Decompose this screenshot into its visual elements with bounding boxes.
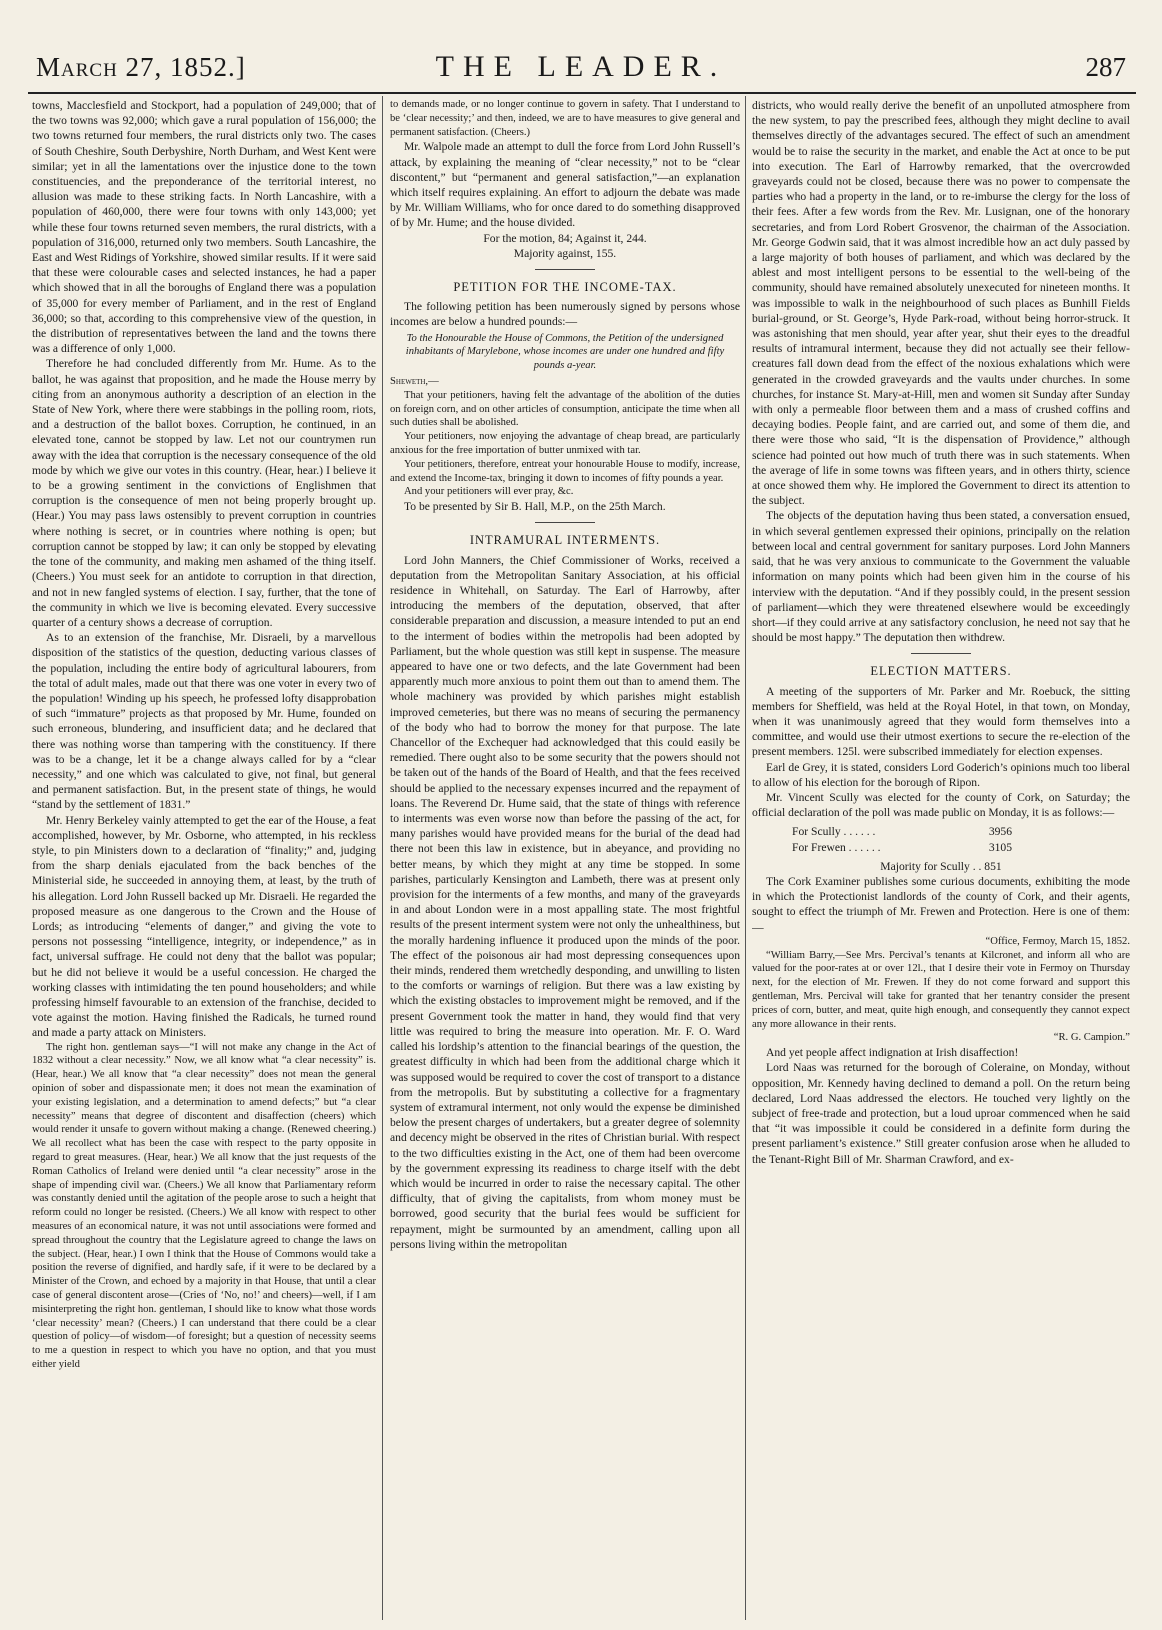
letter-date: “Office, Fermoy, March 15, 1852. [985, 935, 1130, 947]
paragraph: Lord Naas was returned for the borough of Coleraine, on Monday, without opposition, Mr. Kennedy having declined to demand a poll. On the return being declared, Lord Naas addressed the electors. He touched very lightly on the subject of free-trade and protection, but a loud uproar commenced when he said that “it was impossible it could be considered in a definite form during the present parliament’s existence.” Still greater confusion arose when he alluded to the Tenant-Right Bill of Mr. Sharman Crawford, and ex- [752, 1061, 1130, 1166]
column-rule [745, 96, 746, 1620]
paragraph: And yet people affect indignation at Irish disaffection! [766, 1046, 1019, 1060]
paragraph: Mr. Henry Berkeley vainly attempted to get the ear of the House, a feat accomplished, however, by Mr. Osborne, who attempted, in his reckless style, to pin Ministers down to a declaration of “finality;” and, judging from the sharp denials ejaculated from the back benches of the Ministerial side, he succeeded in annoying them, at least, by the truth of his allegation. Lord John Russell backed up Mr. Disraeli. He regarded the proposed measure as one dangerous to the Crown and the House of Lords; as introducing “elements of danger,” and giving the vote to persons not possessing “intelligence, integrity, or independence,” as in fact, universal suffrage. He could not deny that the ballot was popular; but he did not believe it would be a useful concession. He charged the working classes with intimidating the ten pound householders; and while professing himself favourable to an extension of the franchise, decided to vote against the motion. Having finished the Radicals, he turned round and made a party attack on Ministers. [32, 813, 376, 1040]
poll-majority: Majority for Scully . . 851 [880, 859, 1002, 873]
section-rule [911, 653, 971, 654]
poll-candidate: For Frewen . . . . . . [792, 840, 881, 854]
speech-quote-continued: to demands made, or no longer continue to govern in safety. That I understand to be ‘clear necessity;’ and then, indeed, we are to have measures to give general and permanent satisfaction. (Cheers.) [390, 99, 740, 138]
letter-signature: “R. G. Campion.” [1053, 1032, 1130, 1044]
column-3 [752, 98, 1130, 1618]
petition-sheweth: Sheweth,— [390, 376, 439, 388]
interments-heading: INTRAMURAL INTERMENTS. [469, 533, 661, 548]
column-1 [32, 98, 376, 1618]
paragraph: The objects of the deputation having thus been stated, a conversation ensued, in which several gentlemen expressed their opinions, principally on the relation between local and central government for sanitary purposes. Lord John Manners said, that he was very anxious to communicate to the Government the valuable information on many points which had been given him in the course of his interview with the deputation. “And if they possibly could, in the present session of parliament—which they were threatened elsewhere would be exceedingly short—if they could arrive at any satisfactory conclusion, he need not say that he should be most happy.” The deputation then withdrew. [752, 509, 1130, 645]
column-rule [382, 96, 383, 1620]
election-heading: ELECTION MATTERS. [870, 664, 1012, 679]
paragraph: Mr. Walpole made an attempt to dull the force from Lord John Russell’s attack, by explaining the meaning of “clear necessity,” not to be “clear discontent,” but “permanent and general satisfaction,”—an explanation which itself requires explaining. An effort to adjourn the debate was made by Mr. William Williams, who for once dared to do something disapproved of by Mr. Hume; and the house divided. [390, 140, 740, 230]
poll-votes: 3956 [988, 825, 1012, 839]
column-2 [390, 98, 740, 1618]
petition-paragraph: Your petitioners, now enjoying the advantage of cheap bread, are particularly anxious for the free importation of butter unmixed with tar. [390, 431, 740, 456]
section-rule [535, 269, 595, 270]
page-number: 287 [1085, 52, 1126, 82]
section-rule [535, 522, 595, 523]
poll-table [792, 824, 1130, 854]
masthead-rule [28, 92, 1136, 94]
division-result: For the motion, 84; Against it, 244. [483, 231, 647, 245]
paragraph: To be presented by Sir B. Hall, M.P., on the 25th March. [404, 500, 666, 514]
petition-paragraph: That your petitioners, having felt the advantage of the abolition of the duties on foreign corn, and on other articles of consumption, anticipate the time when all such duties shall be abolished. [390, 389, 740, 429]
speech-quote: The right hon. gentleman says—“I will not make any change in the Act of 1832 without a clear necessity.” Now, we all know what “a clear necessity” is. (Hear, hear.) We all know that “a clear necessity” does not mean the general opinion of sober and dispassionate men; it does not mean the examination of your existing legislation, and a determination to amend defects;” but “a clear necessity” means that degree of discontent and disaffection (cheers) which would render it unsafe to govern without making a change. (Renewed cheering.) We all recollect what has been the case with respect to the party opposite in regard to great measures. (Hear, hear.) We all know that the just requests of the Roman Catholics of Ireland were denied until “a clear necessity” arose in the shape of impending civil war. (Cheers.) We all know that Parliamentary reform was constantly denied until the agitation of the people arose to such a height that reform could no longer be resisted. (Cheers.) We all know with respect to other measures of an economical nature, it was not until associations were formed and spread throughout the country that the Legislature agreed to change the laws on the subject. (Hear, hear.) I own I think that the House of Commons would take a position the reverse of dignified, and hardly safe, if it were to be declared by a Minister of the Crown, and echoed by a majority in that House, that until a clear case of general discontent arose—(Cries of ‘No, no!’ and cheers)—well, if I am misinterpreting the right hon. gentleman, I should like to know what those words ‘clear necessity’ mean? (Cheers.) I can understand that there could be a clear question of policy—of wisdom—of foresight; but a question of necessity seems to me a question in respect to which you have no option, and that you must either yield [32, 1041, 376, 1370]
newspaper-title: THE LEADER. [435, 50, 727, 83]
paragraph: The following petition has been numerously signed by persons whose incomes are below a hundred pounds:— [390, 300, 740, 329]
paragraph: towns, Macclesfield and Stockport, had a population of 249,000; that of the two towns was 92,000; which gave a rural population of 156,000; the two towns returned four members, the rural districts only two. The cases of South Cheshire, South Derbyshire, North Durham, and West Kent were similar; yet in all the lamentations over the injustice done to the town constituencies, and the preponderance of the territorial interest, no allusion was made to these striking facts. In North Lancashire, with a population of 460,000, there were four towns with only 143,000; yet while these four towns returned seven members, the rural districts, with a population of 316,000, returned only two members. South Lancashire, the East and West Ridings of Yorkshire, showed similar results. If it were said that these were colourable cases and selected instances, he had a paper which showed that in all the boroughs of England there was a population of 35,000 for every member of Parliament, and in the rest of England 36,000; so that, according to this comprehensive view of the question, in the distribution of representatives between the land and the towns there was a difference of only 1,000. [32, 99, 376, 356]
paragraph: A meeting of the supporters of Mr. Parker and Mr. Roebuck, the sitting members for Sheffield, was held at the Royal Hotel, in that town, on Monday, when it was unanimously agreed that they would form themselves into a committee, and would use their utmost exertions to secure the re-election of the present members. 125l. were subscribed immediately for election expenses. [752, 684, 1130, 759]
paragraph: The Cork Examiner publishes some curious documents, exhibiting the mode in which the Protectionist landlords of the county of Cork, and their agents, sought to effect the triumph of Mr. Frewen and Protection. Here is one of them:— [752, 874, 1130, 934]
petition-address: To the Honourable the House of Commons, the Petition of the undersigned inhabitants of Marylebone, whose incomes are under one hundred and fifty pounds a-year. [405, 332, 725, 372]
poll-candidate: For Scully . . . . . . [792, 825, 876, 839]
paragraph: As to an extension of the franchise, Mr. Disraeli, by a marvellous disposition of the statistics of the question, deducting various classes of the population, including the entire body of agricultural labourers, from the total of adult males, made out that there was one voter in every two of the population! Winding up his speech, he professed lofty disapprobation of such “immature” projects as that proposed by Mr. Hume, founded on such erroneous, blundering, and insufficient data; and he declared that there was nothing worse than tampering with the constituency. If there was to be a change, let it be a change always called for by a “clear necessity,” and one which was calculated to give, not final, but general and permanent satisfaction. But, in the present state of things, he would “stand by the settlement of 1831.” [32, 631, 376, 812]
issue-date: March 27, 1852.] [36, 52, 246, 82]
paragraph: districts, who would really derive the benefit of an unpolluted atmosphere from the new system, to pay the prescribed fees, although they might decline to avail themselves directly of the advantages secured. The effect of such an amendment would be to raise the security in the market, and enable the Act at once to be put into execution. The Earl of Harrowby remarked, that the overcrowded graveyards could not be closed, because there was no power to compensate the parties who had a property in the land, or to re-imburse the clergy for the loss of their fees. After a few words from the Rev. Mr. Lusignan, one of the honorary secretaries, and from Lord Robert Grosvenor, the chairman of the Association. Mr. George Godwin said, that it was almost incredible how an act duly passed by a large majority of both houses of parliament, and which was declared by the ablest and most intelligent persons to be essential to the well-being of the community, should have remained absolutely unexecuted for nineteen months. It was impossible to walk in the neighbourhood of such places as Bunhill Fields burial-ground, or St. George’s, Hyde Park-road, without being horror-struck. It was astonishing that men should, year after year, shut their eyes to the dreadful results of intramural interment, because they did not actually see their fellow-creatures fall down dead from the effect of the noxious exhalations which were generated in the crowded graveyards and the vaults under churches. In some churches, for instance St. Mary-at-Hill, men and women sit Sunday after Sunday with only a permeable floor between them and a mass of crushed coffins and decaying bodies. People faint, and are carried out, and some of them die, and there were those who said, “It is the dispensation of Providence,” although science had pointed out how much of truth there was in such statements. When the average of life in some towns was fifteen years, and in others thirty, science at once showed them why. He implored the Government to direct its attention to the subject. [752, 99, 1130, 508]
majority-result: Majority against, 155. [513, 246, 617, 260]
petition-heading: PETITION FOR THE INCOME-TAX. [453, 280, 677, 295]
poll-row [792, 824, 1012, 839]
paragraph: Therefore he had concluded differently from Mr. Hume. As to the ballot, he was against that proposition, and he made the House merry by citing from an anonymous authority a description of an election in the State of New York, where there were stabbings in the polling room, riots, and a destruction of the ballot boxes. Corruption, he continued, in an elevated tone, cannot be stopped by law. Let not our countrymen run away with the idea that corruption is the necessary consequence of the old mode by which we give our votes in this country. (Hear, hear.) I believe it to be a growing sentiment in the convictions of Englishmen that corruption is the consequence of men not being properly brought up. (Hear.) You may pass laws ostensibly to prevent corruption in countries where nothing is secret, or in countries where nothing is open; but corruption cannot be stopped by law; it can only be stopped by elevating the tone of the community, and making men ashamed of the thing itself. (Cheers.) You must seek for an antidote to corruption in that direction, and not in new fangled systems of election. I say, further, that the tone of the community in which we live is becoming elevated. Every successive quarter of a century shows a decrease of corruption. [32, 357, 376, 629]
petition-paragraph: And your petitioners will ever pray, &c. [404, 486, 574, 498]
paragraph: Earl de Grey, it is stated, considers Lord Goderich’s opinions much too liberal to allow of his election for the borough of Ripon. [752, 760, 1130, 789]
paragraph: Lord John Manners, the Chief Commissioner of Works, received a deputation from the Metropolitan Sanitary Association, at his official residence in Whitehall, on Saturday. The Earl of Harrowby, after introducing the members of the deputation, observed, that after considerable preparation and discussion, a measure intended to put an end to the interment of bodies within the metropolis had been adopted by Parliament, but the whole question was still kept in suspense. The measure appeared to have one or two defects, and the late Government had been apparently much more anxious to point them out than to amend them. The whole machinery was provided by which parishes might establish improved cemeteries, but there was no means of securing the permanency of the body who had to borrow the money for that purpose. The late Chancellor of the Exchequer had acknowledged that this could easily be remedied. There ought also to be some security that the powers should not be taken out of the hands of the Board of Health, and that the fees received should be applied to the necessary expenses incurred and the repayment of loans. The Reverend Dr. Hume said, that the state of things with reference to interments was even worse now than before the passing of the act, for many parishes would have provided means for the burial of the dead had there not been this law in existence, but in abeyance, and providing no better means, by which they might at any time be stopped. In some parishes, particularly Kensington and Lambeth, there was at present only provision for the interments of a few months, and many of the graveyards in and about London were in a most appalling state. The most frightful results of the present interment system were not only the unhealthiness, but the morally hardening influence it produced upon the minds of the poor. The effect of the poisonous air had most depressing consequences upon their minds, rendered them wretchedly desponding, and unwilling to listen to the comforts or warnings of religion. But there was a law existing by which the existing obstacles to improvement might be removed, and if the present Government took the matter in hand, they would find that very little was required to bring the measure into operation. Mr. F. O. Ward called his lordship’s attention to the financial bearings of the question, the greatest difficulty in which had been from the additional charge which it was supposed would be required to cover the cost of transport to a distance from the metropolis. But by substituting a collective for a fragmentary system of extramural interment, not only would the expense be diminished below the present charges of undertakers, but a greater degree of solemnity and decency might be observed in the rites of Christian burial. With respect to the two difficulties existing in the Act, one of them had been overcome by the government expressing its readiness to charge itself with the debt which would be incurred in order to raise the necessary capital. The other difficulty, that of giving the capitalists, from whom money must be borrowed, good security that the burial fees would be sufficient for repayment, might be surmounted by an amendment, calling upon all persons living within the metropolitan [390, 553, 740, 1251]
letter-body: “William Barry,—See Mrs. Percival’s tenants at Kilcronet, and inform all who are valued for the poor-rates at or over 12l., that I desire their vote in Fermoy on Thursday next, for the election of Mr. Frewen. If they do not come forward and support this gentleman, Mrs. Percival will take for granted that her tenantry consider the present prices of corn, butter, and meat, quite high enough, and consequently they cannot expect any more allowance in their rents. [752, 949, 1130, 1030]
poll-votes: 3105 [988, 840, 1012, 854]
paragraph: Mr. Vincent Scully was elected for the county of Cork, on Saturday; the official declaration of the poll was made public on Monday, it is as follows:— [752, 790, 1130, 820]
petition-paragraph: Your petitioners, therefore, entreat your honourable House to modify, increase, and extend the Income-tax, bringing it down to incomes of fifty pounds a year. [390, 458, 740, 484]
poll-row [792, 840, 1012, 855]
masthead [30, 46, 1132, 90]
